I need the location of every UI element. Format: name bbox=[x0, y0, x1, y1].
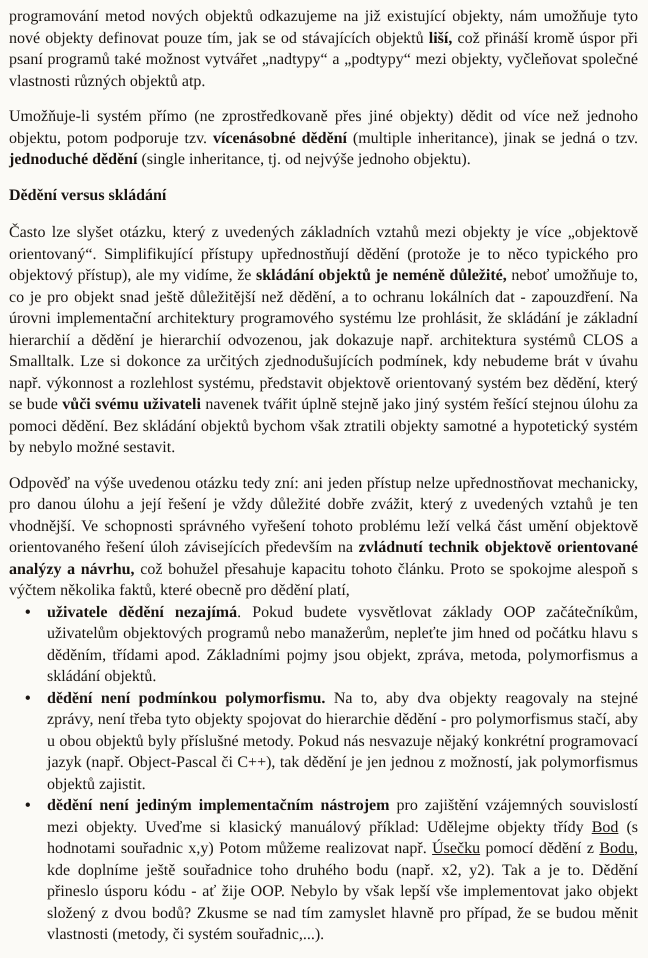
list-item-not-only-tool bbox=[25, 795, 638, 946]
bold-term-not-only-implementation-tool: dědění není jediným implementačním nástrojem bbox=[47, 797, 390, 814]
underlined-class-bodu: Bodu bbox=[599, 840, 634, 857]
bullet-icon: • bbox=[25, 797, 31, 814]
text-run: pomocí dědění z bbox=[480, 840, 600, 857]
text-run: Odpověď na výše uvedenou otázku tedy zní: ani jeden přístup nelze upřednostňovat mechanicky, pro danou úlohu a její řešení je vždy důležité dobře zvážit, který z uvedených vztahů je ten vhodnější. Ve schopnosti správného vyřešení tohoto problému leží velká část umění objektově orientovaného řešení úloh závisejících především na bbox=[9, 474, 638, 556]
bold-term-ooa-techniques: zvládnutí technik objektově orientované analýzy a návrhu, bbox=[9, 539, 639, 578]
text-run: pro zajištění vzájemných souvislostí mezi objekty. Uveďme si klasický manuálový příklad: Udělejme objekty třídy bbox=[47, 797, 638, 836]
text-run: (s hodnotami souřadnic x,y) Potom můžeme realizovat např. bbox=[47, 818, 638, 857]
text-run: , kde doplníme ještě souřadnice toho druhého bodu (např. x2, y2). Tak a je to. Dědění přineslo úsporu kódu - ať žije OOP. Nebylo by však lepší vše implementovat jako objekt složený z dvou bodů? Zkusme se nad tím zamyslet hlavně pro případ, že se budou měnit vlastnosti (metody, či systém souřadnic,...). bbox=[47, 840, 638, 943]
bullet-icon: • bbox=[25, 689, 31, 707]
text-run: navenek tvářit úplně stejně jako jiný systém řešící stejnou úlohu za pomoci dědění. Bez skládání objektů bychom však ztratili objekty samotné a hypotetický systém by nebylo možné sestavit. bbox=[9, 396, 639, 456]
text-run: programování metod nových objektů odkazujeme na již existující objekty, nám umožňuje tyto nové objekty definovat pouze tím, jak se od stávajících objektů bbox=[9, 8, 638, 47]
bold-term-towards-user: vůči svému uživateli bbox=[62, 396, 201, 413]
paragraph-answer bbox=[9, 473, 638, 602]
underlined-class-usecka: Úsečku bbox=[432, 840, 481, 857]
bold-term-single-inheritance: jednoduché dědění bbox=[9, 151, 138, 168]
bold-term-multiple-inheritance: vícenásobné dědění bbox=[213, 129, 347, 147]
text-run: Umožňuje-li systém přímo (ne zprostředkovaně přes jiné objekty) dědit od více než jednoho objektu, potom podporuje tzv. bbox=[9, 108, 638, 147]
list-item-users-dont-care bbox=[25, 602, 639, 688]
paragraph-inheritance-vs-composition bbox=[9, 222, 638, 459]
text-run: (multiple inheritance), jinak se jedná o tzv. bbox=[346, 129, 639, 147]
bold-term-composition-important: skládání objektů je neméně důležité, bbox=[256, 267, 507, 284]
list-item-polymorphism-condition bbox=[25, 688, 639, 796]
text-run: Na to, aby dva objekty reagovaly na stejné zprávy, není třeba tyto objekty spojovat do hierarchie dědění - pro polymorfismus stačí, aby u obou objektů byly příslušné metody. Pokud nás nesvazuje nějaký konkrétní programovací jazyk (např. Object-Pascal či C++), tak dědění je jen jednou z možností, jak polymorfismus objektů zajistit. bbox=[47, 689, 639, 793]
text-run: . Pokud budete vysvětlovat základy OOP začátečníkům, uživatelům objektových programů nebo manažerům, nepleťte jim hned od počátku hlavu s děděním, třídami apod. Základními pojmy jsou objekt, zpráva, metoda, polymorfismus a skládání objektů. bbox=[47, 603, 639, 685]
text-run: (single inheritance, tj. od nejvýše jednoho objektu). bbox=[137, 151, 471, 168]
facts-bullet-list bbox=[9, 602, 638, 946]
section-heading: Dědění versus skládání bbox=[9, 186, 167, 204]
bold-term-users-dont-care: uživatele dědění nezajímá bbox=[47, 603, 238, 621]
text-run: neboť umožňuje to, co je pro objekt snad ještě důležitější než dědění, a to ochranu lokálních dat - zapouzdření. Na úrovni implementační architektury programového systému lze prohlásit, že skládání je základní hierarchií a dědění je hierarchií odvozenou, jak dokazuje např. architektura systémů CLOS a Smalltalk. Lze si dokonce za určitých zjednodušujících podmínek, kdy nebudeme brát v úvahu např. výkonnost a rozlehlost systému, představit objektově orientovaný systém bez dědění, který se bude bbox=[9, 267, 639, 413]
text-run: což přináší kromě úspor při psaní programů také možnost vytvářet „nadtypy“ a „podtypy“ mezi objekty, vyčleňovat společné vlastnosti různých objektů atp. bbox=[9, 29, 638, 90]
bold-term-not-polymorphism-condition: dědění není podmínkou polymorfismu. bbox=[47, 689, 326, 707]
bullet-icon: • bbox=[25, 603, 31, 621]
bold-term-lisi: liší, bbox=[428, 29, 453, 47]
paragraph-continuation bbox=[9, 6, 638, 92]
paragraph-inheritance-types bbox=[9, 106, 638, 171]
text-run: Často lze slyšet otázku, který z uvedených základních vztahů mezi objekty je více „objektově orientovaný“. Simplifikující přístupy upřednostňují dědění (protože je to něco typického pro objektový přístup), ale my vidíme, že bbox=[9, 224, 638, 284]
underlined-class-bod: Bod bbox=[591, 818, 619, 836]
text-run: což bohužel přesahuje kapacitu tohoto článku. Proto se spokojme alespoň s výčtem několika faktů, které obecně pro dědění platí, bbox=[9, 560, 638, 599]
